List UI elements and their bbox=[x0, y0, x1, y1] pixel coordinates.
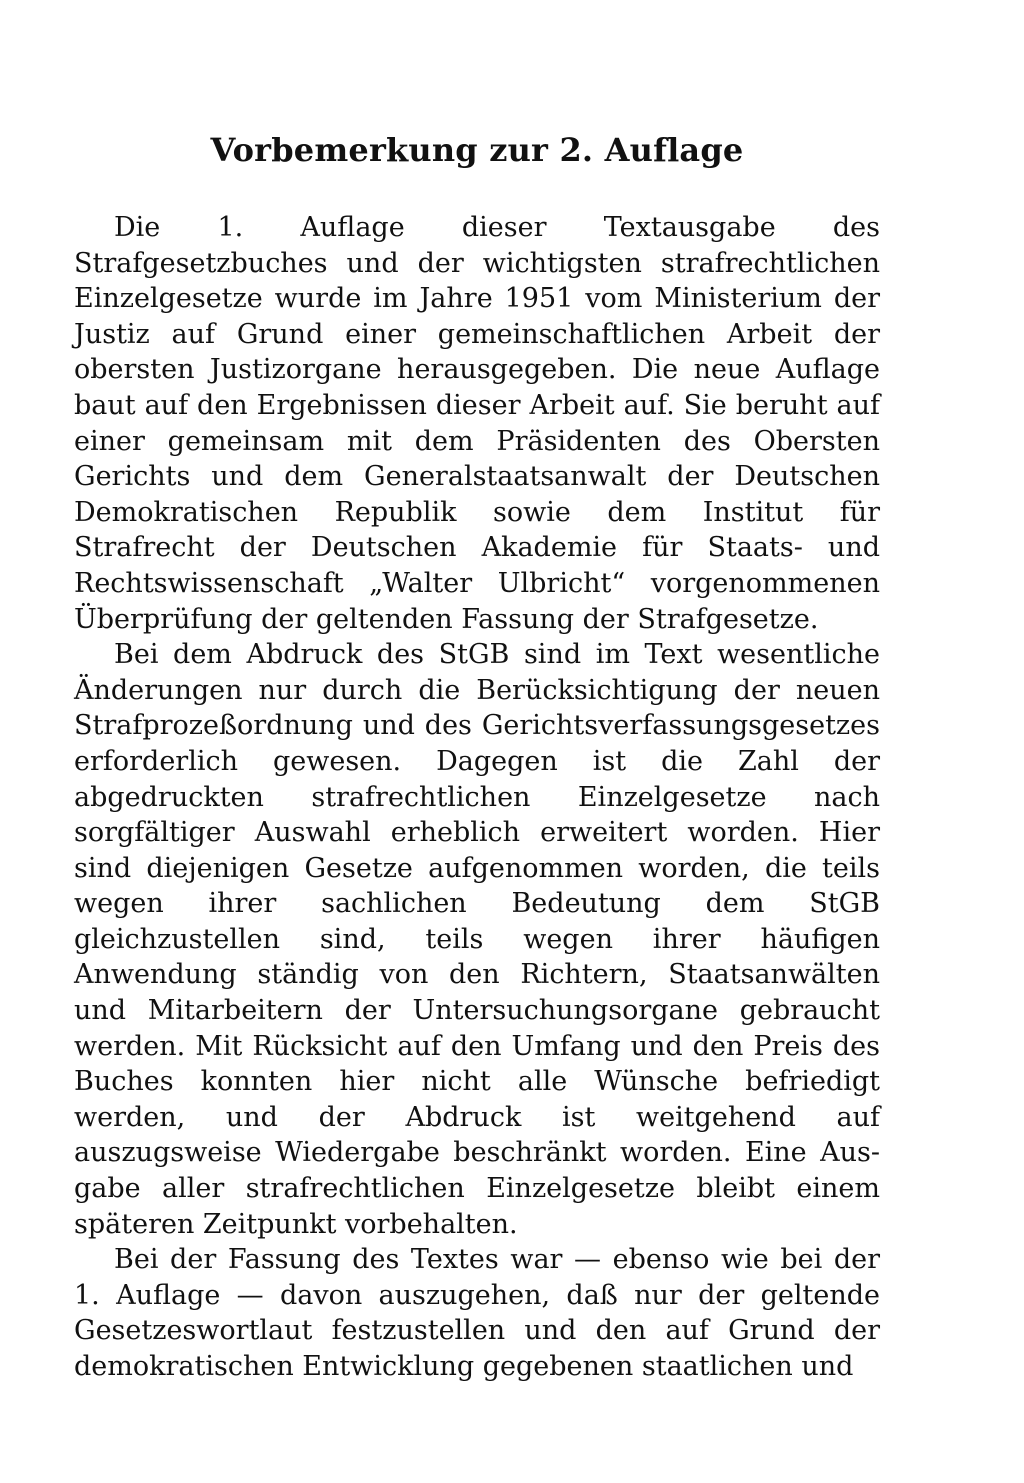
document-page bbox=[74, 128, 880, 1385]
paragraph-1: Die 1. Auflage dieser Textausgabe des Strafgesetzbuches und der wichtigsten strafrechtlichen Einzelgesetze wurde im Jahre 1951 vom Ministerium der Justiz auf Grund einer gemeinschaftlichen Arbeit der obersten Justizorgane herausgegeben. Die neue Auflage baut auf den Ergebnissen dieser Arbeit auf. Sie beruht auf einer gemeinsam mit dem Präsidenten des Obersten Gerichts und dem Generalstaatsanwalt der Deutschen Demokratischen Republik sowie dem Institut für Strafrecht der Deutschen Akademie für Staats- und Rechtswissenschaft „Walter Ulbricht“ vorgenommenen Überprüfung der geltenden Fassung der Strafgesetze. bbox=[74, 212, 880, 635]
paragraph-3: Bei der Fassung des Textes war — ebenso wie bei der 1. Auflage — davon auszugehen, daß nur der geltende Gesetzeswortlaut festzustellen und den auf Grund der demokratischen Entwicklung gegebenen staatlichen und bbox=[74, 1244, 880, 1382]
page-title: Vorbemerkung zur 2. Auflage bbox=[210, 131, 744, 169]
paragraph-2: Bei dem Abdruck des StGB sind im Text wesentliche Änderungen nur durch die Berücksichtigung der neuen Strafprozeßordnung und des Gerichtsverfassungsgesetzes erforderlich gewesen. Dagegen ist die Zahl der abgedruckten strafrechtlichen Einzelgesetze nach sorgfältiger Auswahl erheblich erweitert worden. Hier sind diejenigen Gesetze aufgenommen worden, die teils wegen ihrer sachlichen Bedeutung dem StGB gleichzustellen sind, teils wegen ihrer häufigen Anwendung ständig von den Richtern, Staatsanwälten und Mitarbeitern der Untersuchungsorgane gebraucht werden. Mit Rücksicht auf den Umfang und den Preis des Buches konnten hier nicht alle Wünsche befriedigt werden, und der Abdruck ist weitgehend auf auszugsweise Wiedergabe beschränkt worden. Eine Ausgabe aller strafrechtlichen Einzelgesetze bleibt einem späteren Zeitpunkt vorbehalten. bbox=[74, 639, 880, 1240]
